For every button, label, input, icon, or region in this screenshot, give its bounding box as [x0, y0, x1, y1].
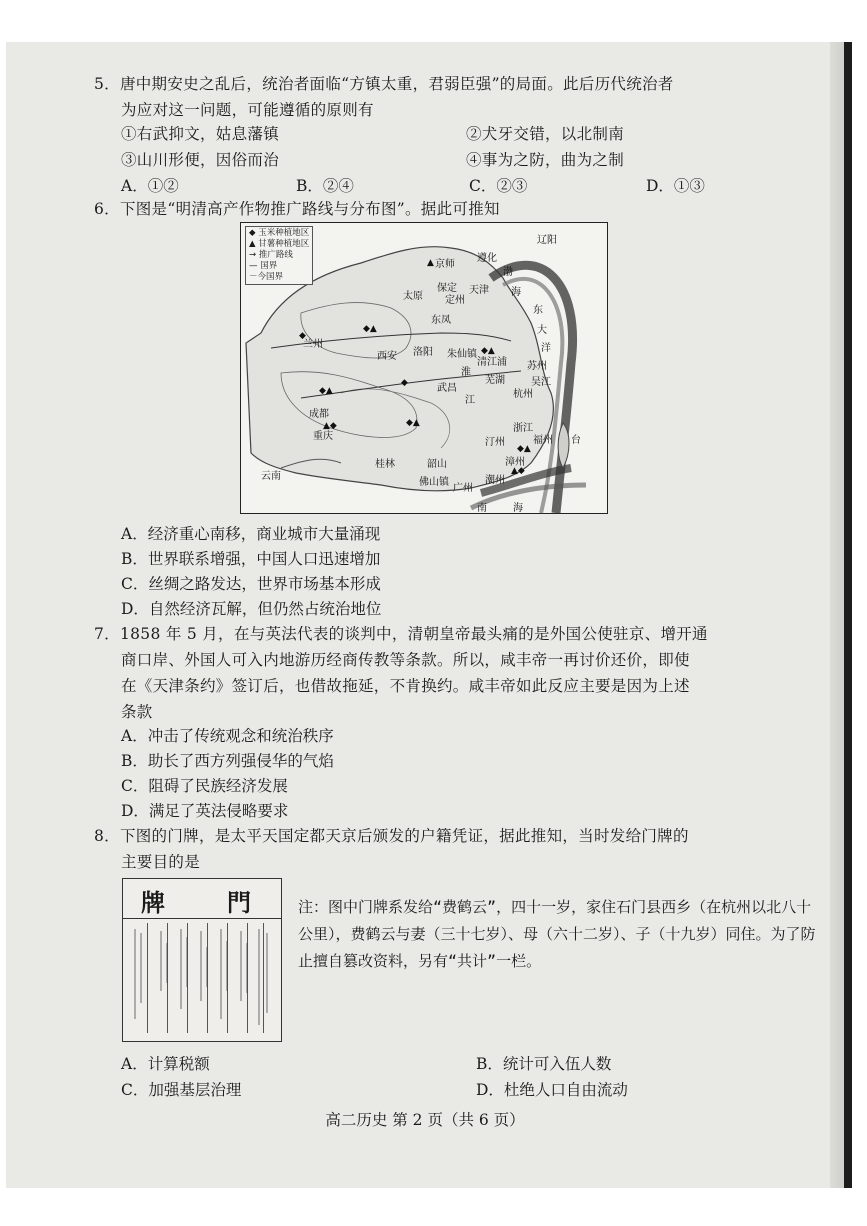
place-label: 海: [511, 287, 521, 298]
door-plate-header: [123, 879, 281, 919]
place-label: 武昌: [437, 383, 457, 394]
place-label: 洋: [541, 343, 551, 354]
q5-stem-line2: 为应对这一问题，可能遵循的原则有: [121, 101, 374, 119]
place-label: 东凤: [431, 315, 451, 326]
place-label: 成都: [309, 409, 329, 420]
q6-stem: 6．下图是“明清高产作物推广路线与分布图”。据此可推知: [94, 200, 500, 218]
place-label: 大: [537, 325, 547, 336]
door-plate-title-right: 門: [227, 888, 251, 917]
place-label: 渤: [503, 267, 513, 278]
page-edge-shadow: [830, 42, 844, 1188]
place-label: 太原: [403, 291, 423, 302]
q8-option-c[interactable]: C．加强基层治理: [121, 1081, 242, 1099]
q5-item-1: ①右武抑文，姑息藩镇: [121, 125, 280, 143]
place-label: 天津: [469, 285, 489, 296]
place-label: 桂林: [375, 459, 395, 470]
door-plate-note: 注：图中门牌系发给“费鹤云”，四十一岁，家住石门县西乡（在杭州以北八十公里），费鹤云与妻（三十七岁）、母（六十二岁）、子（十九岁）同住。为了防止擅自篡改资料，另有“共计”一栏。: [298, 898, 816, 970]
q8-option-a[interactable]: A．计算税额: [121, 1055, 210, 1073]
corn-marker: ◆: [401, 378, 408, 388]
place-label: 保定: [437, 283, 457, 294]
q8-stem-line2: 主要目的是: [121, 853, 201, 871]
q5-option-d[interactable]: D．①③: [646, 177, 705, 195]
place-label: 汀州: [485, 437, 505, 448]
q7-stem-line1: 7．1858 年 5 月，在与英法代表的谈判中，清朝皇帝最头痛的是外国公使驻京、增开通: [94, 625, 708, 643]
place-label: 东: [533, 305, 543, 316]
place-label: 浙江: [513, 423, 533, 434]
q5-item-3: ③山川形便，因俗而治: [121, 151, 280, 169]
place-label: 杭州: [513, 389, 533, 400]
legend-corn: ◆ 玉米种植地区: [249, 228, 310, 238]
q6-option-a[interactable]: A．经济重心南移，商业城市大量涌现: [121, 525, 381, 543]
q7-option-a[interactable]: A．冲击了传统观念和统治秩序: [121, 727, 334, 745]
q8-option-d[interactable]: D．杜绝人口自由流动: [476, 1081, 628, 1099]
place-label: 遵化: [477, 253, 497, 264]
place-label: 海: [513, 503, 523, 514]
legend-sweet-potato: ▲ 甘薯种植地区: [249, 239, 310, 249]
place-label: 潮州: [485, 475, 505, 486]
q7-option-c[interactable]: C．阻碍了民族经济发展: [121, 777, 288, 795]
map-legend: [245, 226, 313, 285]
corn-marker: ◆: [299, 331, 306, 341]
place-label: 吴江: [531, 377, 551, 388]
legend-route: → 推广路线: [249, 250, 293, 260]
q7-stem-line2: 商口岸、外国人可入内地游历经商传教等条款。所以，咸丰帝一再讨价还价，即使: [121, 651, 690, 669]
place-label: 福州: [533, 435, 553, 446]
q5-option-b[interactable]: B．②④: [296, 177, 354, 195]
place-label: 苏州: [527, 361, 547, 372]
place-label: 清江浦: [477, 357, 507, 368]
place-label: 辽阳: [537, 235, 557, 246]
legend-border: — 国界: [249, 261, 278, 271]
place-label: 韶山: [427, 459, 447, 470]
q5-option-a[interactable]: A．①②: [121, 177, 179, 195]
q6-option-c[interactable]: C．丝绸之路发达，世界市场基本形成: [121, 575, 381, 593]
corn-marker: ◆▲: [517, 444, 531, 454]
q8-stem-line1: 8．下图的门牌，是太平天国定都天京后颁发的户籍凭证，据此推知，当时发给门牌的: [94, 827, 689, 845]
sweet-potato-marker: ▲◆: [323, 421, 337, 431]
q7-option-d[interactable]: D．满足了英法侵略要求: [121, 802, 289, 820]
page-footer: 高二历史 第 2 页（共 6 页）: [325, 1111, 525, 1129]
q5-item-2: ②犬牙交错，以北制南: [466, 125, 625, 143]
q6-option-d[interactable]: D．自然经济瓦解，但仍然占统治地位: [121, 600, 382, 618]
q6-option-b[interactable]: B．世界联系增强，中国人口迅速增加: [121, 550, 381, 568]
place-label: 西安: [377, 351, 397, 362]
q5-stem-line1: 5．唐中期安史之乱后，统治者面临“方镇太重，君弱臣强”的局面。此后历代统治者: [94, 75, 674, 93]
place-label: 淮: [461, 367, 471, 378]
q8-option-b[interactable]: B．统计可入伍人数: [476, 1055, 612, 1073]
place-label: 云南: [261, 471, 281, 482]
place-label: 南: [477, 503, 487, 514]
place-label: 芜湖: [485, 375, 505, 386]
door-plate-handwriting: [131, 923, 279, 1035]
sweet-potato-marker: ▲◆: [511, 466, 525, 476]
place-label: 重庆: [313, 431, 333, 442]
place-label: 漳州: [505, 457, 525, 468]
corn-marker: ◆▲: [319, 386, 333, 396]
q7-stem-line4: 条款: [121, 703, 153, 721]
place-label: 广州: [453, 483, 473, 494]
place-label: 定州: [445, 295, 465, 306]
sweet-potato-marker: ◆▲: [406, 418, 420, 428]
place-label: 台: [571, 435, 581, 446]
place-label: 江: [465, 395, 475, 406]
crop-spread-map: [240, 222, 608, 514]
place-label: 朱仙镇: [447, 349, 477, 360]
q5-item-4: ④事为之防，曲为之制: [466, 151, 625, 169]
q7-option-b[interactable]: B．助长了西方列强侵华的气焰: [121, 752, 334, 770]
corn-marker: ◆▲: [481, 346, 495, 356]
sweet-potato-marker: ◆▲: [363, 324, 377, 334]
place-label: 洛阳: [413, 347, 433, 358]
q5-option-c[interactable]: C．②③: [469, 177, 528, 195]
place-label: 兰州: [303, 339, 323, 350]
household-door-plate-image: [122, 878, 282, 1042]
q7-stem-line3: 在《天津条约》签订后，也借故拖延，不肯换约。咸丰帝如此反应主要是因为上述: [121, 677, 690, 695]
sweet-potato-marker: ▲: [427, 258, 434, 268]
legend-modern-border: －今国界: [249, 272, 284, 282]
door-plate-title-left: 牌: [141, 888, 165, 917]
place-label: 京师: [435, 259, 455, 270]
exam-page: [6, 42, 852, 1188]
place-label: 佛山镇: [419, 477, 449, 488]
